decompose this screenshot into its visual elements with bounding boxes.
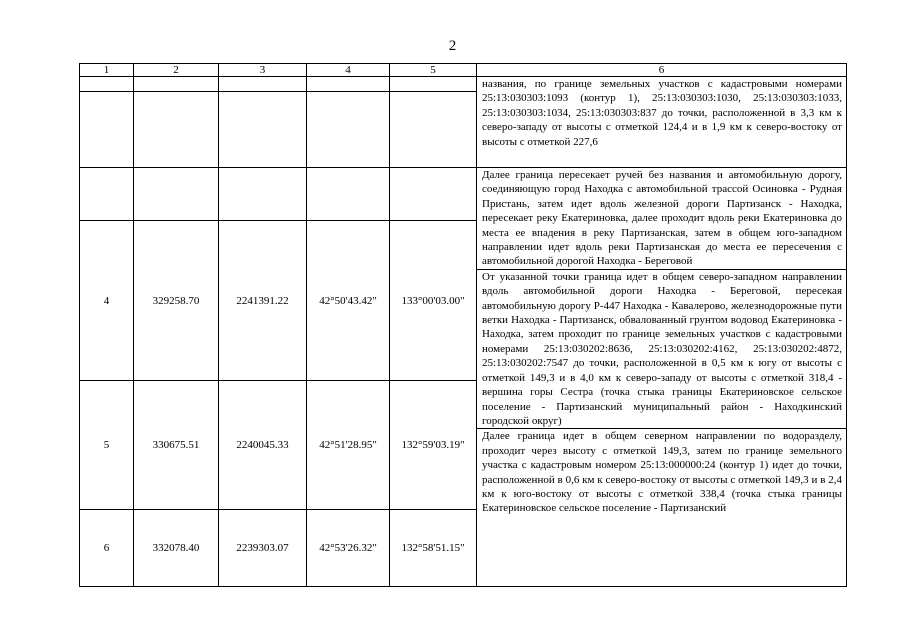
boundary-description: Далее граница идет в общем северном направлении по водоразделу, проходит через высоту с отметкой 149,3, затем по границе земельного участка с кадастровым номером 25:13:000000:24 (контур 1) идет до точки, расположенной в 0,6 км к северо-востоку от высоты с отметкой 149,3 и в 2,4 км к юго-востоку от высоты с отметкой 338,4 (точка стыка границы Екатериновское сельское поселение - Партизанский — [477, 429, 847, 587]
empty-cell — [134, 77, 219, 92]
empty-cell — [80, 92, 134, 168]
latitude: 42°51'28.95" — [307, 381, 390, 510]
longitude: 132°59'03.19" — [390, 381, 477, 510]
column-header-1: 1 — [80, 64, 134, 77]
empty-cell — [390, 168, 477, 221]
empty-cell — [390, 92, 477, 168]
coordinate-x: 329258.70 — [134, 221, 219, 381]
point-number: 4 — [80, 221, 134, 381]
coordinate-x: 332078.40 — [134, 510, 219, 587]
empty-cell — [134, 92, 219, 168]
empty-cell — [219, 92, 307, 168]
empty-cell — [390, 77, 477, 92]
latitude: 42°50'43.42" — [307, 221, 390, 381]
header-row — [80, 64, 847, 77]
point-number: 6 — [80, 510, 134, 587]
boundary-description: От указанной точки граница идет в общем северо-западном направлении вдоль автомобильной дороги Находка - Береговой, пересекая автомобильную дорогу Р-447 Находка - Кавалерово, железнодорожные пути ветки Находка - Партизанск, обвалованный грунтом водовод Екатериновка - Находка, затем проходит по границе земельных участков с кадастровыми номерами 25:13:030202:8636, 25:13:030202:4162, 25:13:030202:4872, 25:13:030202:7547 до точки, расположенной в 0,5 км к югу от высоты с отметкой 149,3 и в 4,0 км к северо-западу от высоты с отметкой 318,4 - вершина горы Сестра (точка стыка границы Екатериновское сельское поселение - Партизанский муниципальный район - Находкинский городской округ) — [477, 269, 847, 428]
coordinate-y: 2241391.22 — [219, 221, 307, 381]
empty-cell — [307, 92, 390, 168]
boundary-description: Далее граница пересекает ручей без названия и автомобильную дорогу, соединяющую город Находка с автомобильной трассой Осиновка - Рудная Пристань, затем идет вдоль железной дороги Партизанск - Находка, пересекает реку Екатериновка, далее проходит вдоль реки Екатериновка до места ее впадения в реку Партизанская, затем в общем юго-западном направлении идет вдоль реки Партизанская до места ее пересечения с автомобильной дорогой Находка - Береговой — [477, 168, 847, 270]
column-header-2: 2 — [134, 64, 219, 77]
column-header-4: 4 — [307, 64, 390, 77]
empty-cell — [307, 168, 390, 221]
point-number: 5 — [80, 381, 134, 510]
longitude: 132°58'51.15" — [390, 510, 477, 587]
column-header-5: 5 — [390, 64, 477, 77]
column-header-6: 6 — [477, 64, 847, 77]
boundary-table — [79, 63, 847, 587]
page-number: 2 — [448, 38, 457, 54]
table-row — [80, 77, 847, 92]
coordinate-x: 330675.51 — [134, 381, 219, 510]
empty-cell — [80, 168, 134, 221]
coordinate-y: 2239303.07 — [219, 510, 307, 587]
column-header-3: 3 — [219, 64, 307, 77]
empty-cell — [219, 168, 307, 221]
boundary-description: названия, по границе земельных участков с кадастровыми номерами 25:13:030303:1093 (контур 1), 25:13:030303:1030, 25:13:030303:1033, 25:13:030303:1034, 25:13:030303:837 до точки, расположенной в 3,3 км к северо-западу от высоты с отметкой 124,4 и в 1,9 км к северо-востоку от высоты с отметкой 227,6 — [477, 77, 847, 168]
longitude: 133°00'03.00" — [390, 221, 477, 381]
empty-cell — [134, 168, 219, 221]
table-row — [80, 168, 847, 221]
empty-cell — [80, 77, 134, 92]
coordinate-y: 2240045.33 — [219, 381, 307, 510]
empty-cell — [307, 77, 390, 92]
empty-cell — [219, 77, 307, 92]
latitude: 42°53'26.32" — [307, 510, 390, 587]
